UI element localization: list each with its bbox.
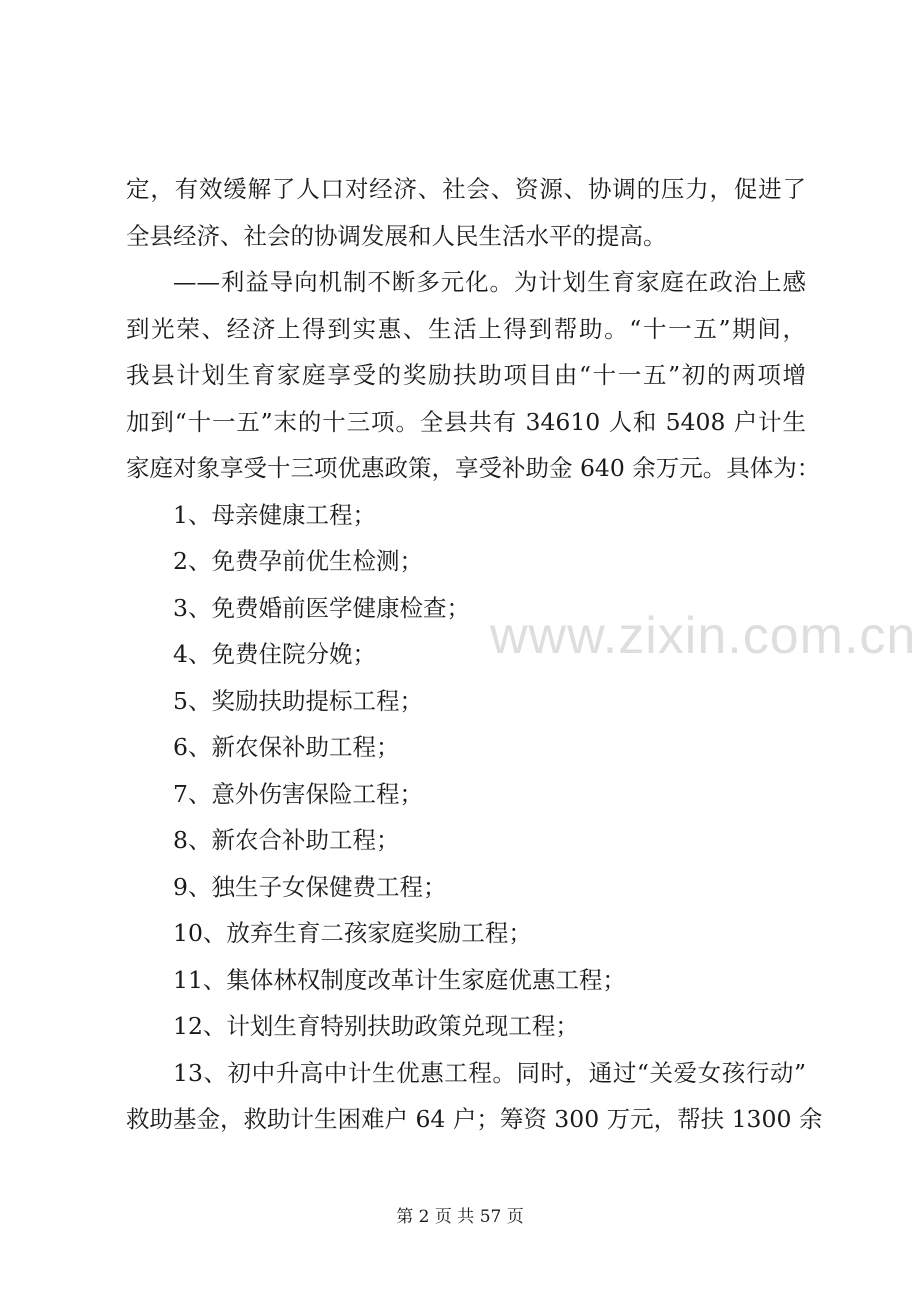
list-item: 10、放弃生育二孩家庭奖励工程； (173, 919, 532, 947)
paragraph-line: 家庭对象享受十三项优惠政策，享受补助金 640 余万元。具体为： (126, 454, 821, 482)
list-item: 7、意外伤害保险工程； (173, 779, 423, 808)
paragraph-line: 到光荣、经济上得到实惠、生活上得到帮助。“十一五”期间， (126, 314, 806, 343)
paragraph-line: 13、初中升高中计生优惠工程。同时，通过“关爱女孩行动” (173, 1058, 806, 1087)
list-item: 2、免费孕前优生检测； (173, 547, 423, 575)
list-item: 3、免费婚前医学健康检查； (173, 593, 470, 622)
paragraph-line: ——利益导向机制不断多元化。为计划生育家庭在政治上感 (173, 268, 806, 296)
list-item: 4、免费住院分娩； (173, 640, 376, 668)
paragraph-line: 全县经济、社会的协调发展和人民生活水平的提高。 (126, 221, 667, 250)
document-body (126, 166, 823, 1143)
paragraph-line: 救助基金，救助计生困难户 64 户；筹资 300 万元，帮扶 1300 余 (126, 1105, 823, 1133)
list-item: 9、独生子女保健费工程； (173, 872, 447, 901)
paragraph-line: 定，有效缓解了人口对经济、社会、资源、协调的压力，促进了 (126, 175, 806, 203)
paragraph-line: 加到“十一五”末的十三项。全县共有 34610 人和 5408 户计生 (126, 407, 806, 436)
list-item: 11、集体林权制度改革计生家庭优惠工程； (173, 965, 626, 994)
watermark: www.zixin.com.cn (490, 607, 917, 665)
list-item: 6、新农保补助工程； (173, 733, 400, 761)
page-footer: 第 2 页 共 57 页 (396, 1207, 524, 1227)
list-item: 12、计划生育特别扶助政策兑现工程； (173, 1012, 579, 1040)
list-item: 1、母亲健康工程； (173, 500, 376, 529)
paragraph-line: 我县计划生育家庭享受的奖励扶助项目由“十一五”初的两项增 (126, 361, 806, 389)
list-item: 5、奖励扶助提标工程； (173, 686, 423, 715)
list-item: 8、新农合补助工程； (173, 826, 400, 854)
